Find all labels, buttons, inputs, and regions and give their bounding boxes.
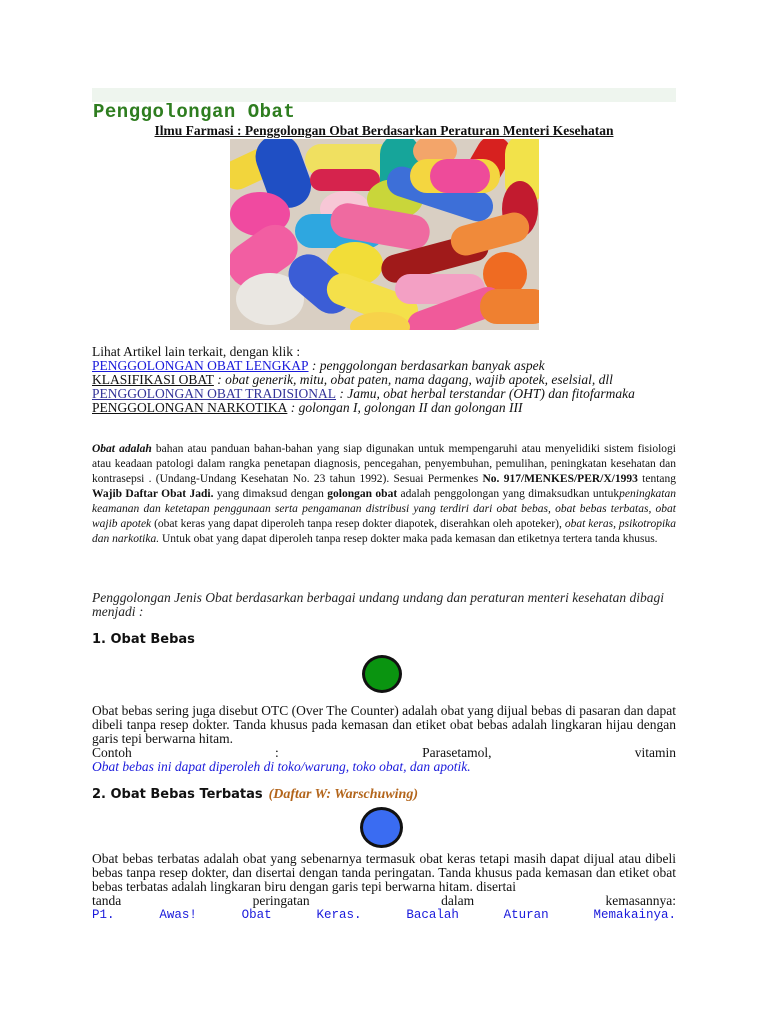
classification-intro: Penggolongan Jenis Obat berdasarkan berbagai undang undang dan peraturan menteri kesehatan dibagi menjadi : (92, 590, 665, 619)
link-4-desc: : golongan I, golongan II dan golongan III (287, 400, 523, 415)
tanda-word-1: tanda (92, 893, 122, 908)
link-3-desc: : Jamu, obat herbal terstandar (OHT) dan fitofarmaka (336, 386, 635, 401)
warschuwing-annotation: (Daftar W: Warschuwing) (268, 787, 418, 802)
tanda-word-4: kemasannya: (605, 893, 676, 908)
def-text-5: (obat keras yang dapat diperoleh tanpa resep dokter diapotek, diserahkan oleh apoteker), (151, 518, 565, 530)
p1-word: Keras. (316, 908, 362, 922)
link-row-1 (92, 359, 676, 373)
definition-paragraph (92, 442, 676, 547)
def-italic-1: peningkatan keamanan dan ketetapan penggunaan serta pengamanan distribusi yang terdiri dari obat bebas, obat bebas terbatas, obat wajib apotek (92, 488, 676, 530)
bebas-terbatas-title: 2. Obat Bebas Terbatas (92, 787, 263, 802)
page-title: Penggolongan Obat (93, 101, 296, 123)
p1-word: Bacalah (406, 908, 459, 922)
link-1-desc: : penggolongan berdasarkan banyak aspek (308, 358, 545, 373)
related-links (92, 345, 676, 415)
link-narkotika[interactable]: PENGGOLONGAN NARKOTIKA (92, 400, 288, 415)
contoh-vitamin: vitamin (634, 745, 676, 760)
links-intro: Lihat Artikel lain terkait, dengan klik : (92, 344, 301, 359)
tanda-line (92, 894, 676, 908)
bebas-terbatas-desc: Obat bebas terbatas adalah obat yang sebenarnya termasuk obat keras tetapi masih dapat dijual atau dibeli bebas tanpa resep dokter, dan disertai dengan tanda peringatan. Tanda khusus pada kemasan dan etiket obat bebas terbatas adalah lingkaran biru dengan garis tepi berwarna hitam. disertai (92, 851, 676, 894)
p1-word: P1. (92, 908, 115, 922)
def-text-2: tentang (637, 473, 677, 485)
p1-word: Aturan (503, 908, 549, 922)
link-row-4 (92, 401, 676, 415)
def-permenkes: No. 917/MENKES/PER/X/1993 (482, 473, 638, 485)
def-text-6: Untuk obat yang dapat diperoleh tanpa resep dokter maka pada kemasan dan etiketnya tertera tanda khusus. (159, 533, 658, 545)
contoh-parasetamol: Parasetamol, (422, 745, 492, 760)
obat-bebas-text (92, 704, 676, 774)
def-italic-2: obat keras, psikotropika dan narkotika. (92, 518, 676, 545)
p1-word: Memakainya. (593, 908, 676, 922)
def-term: Obat adalah (92, 443, 152, 455)
contoh-line (92, 746, 676, 760)
def-wajib: Wajib Daftar Obat Jadi. (92, 488, 214, 500)
obat-bebas-note: Obat bebas ini dapat diperoleh di toko/warung, toko obat, dan apotik. (92, 759, 471, 774)
section-obat-bebas-heading: 1. Obat Bebas (92, 632, 195, 647)
pills-photo (230, 139, 539, 330)
pills-illustration (230, 139, 539, 330)
link-row-3 (92, 387, 676, 401)
p1-word: Awas! (159, 908, 197, 922)
p1-warning-line (92, 908, 676, 922)
tanda-word-3: dalam (441, 893, 475, 908)
bebas-terbatas-text (92, 852, 676, 922)
link-klasifikasi-obat[interactable]: KLASIFIKASI OBAT (92, 372, 214, 387)
contoh-colon: : (275, 745, 279, 760)
page-subtitle[interactable]: Ilmu Farmasi : Penggolongan Obat Berdasarkan Peraturan Menteri Kesehatan (154, 123, 614, 138)
def-text-4: adalah penggolongan yang dimaksudkan untuk (397, 488, 620, 500)
section-bebas-terbatas-heading (92, 787, 418, 803)
link-row-2 (92, 373, 676, 387)
obat-bebas-desc: Obat bebas sering juga disebut OTC (Over The Counter) adalah obat yang dijual bebas di pasaran dan dapat dibeli tanpa resep dokter. Tanda khusus pada kemasan dan etiket obat bebas adalah lingkaran hijau dengan garis tepi berwarna hitam. (92, 703, 676, 746)
p1-word: Obat (241, 908, 272, 922)
contoh-label: Contoh (92, 745, 132, 760)
link-2-desc: : obat generik, mitu, obat paten, nama dagang, wajib apotek, eselsial, dll (213, 372, 613, 387)
link-obat-tradisional[interactable]: PENGGOLONGAN OBAT TRADISIONAL (92, 386, 337, 401)
def-golongan: golongan obat (327, 488, 398, 500)
header-bar (92, 88, 676, 102)
tanda-word-2: peringatan (252, 893, 310, 908)
def-text-3: yang dimaksud dengan (213, 488, 328, 500)
green-circle-icon (362, 655, 402, 693)
blue-circle-icon (360, 807, 403, 848)
def-text-1: bahan atau panduan bahan-bahan yang siap digunakan untuk mempengaruhi atau menyelidiki sistem fisiologi atau keadaan patologi dalam rangka penetapan diagnosis, pencegahan, penyembuhan, pemulihan, peningkatan kesehatan dan kontrasepsi . (Undang-Undang Kesehatan No. 23 tahun 1992). Sesuai Permenkes (92, 443, 676, 485)
link-penggolongan-lengkap[interactable]: PENGGOLONGAN OBAT LENGKAP (92, 358, 309, 373)
